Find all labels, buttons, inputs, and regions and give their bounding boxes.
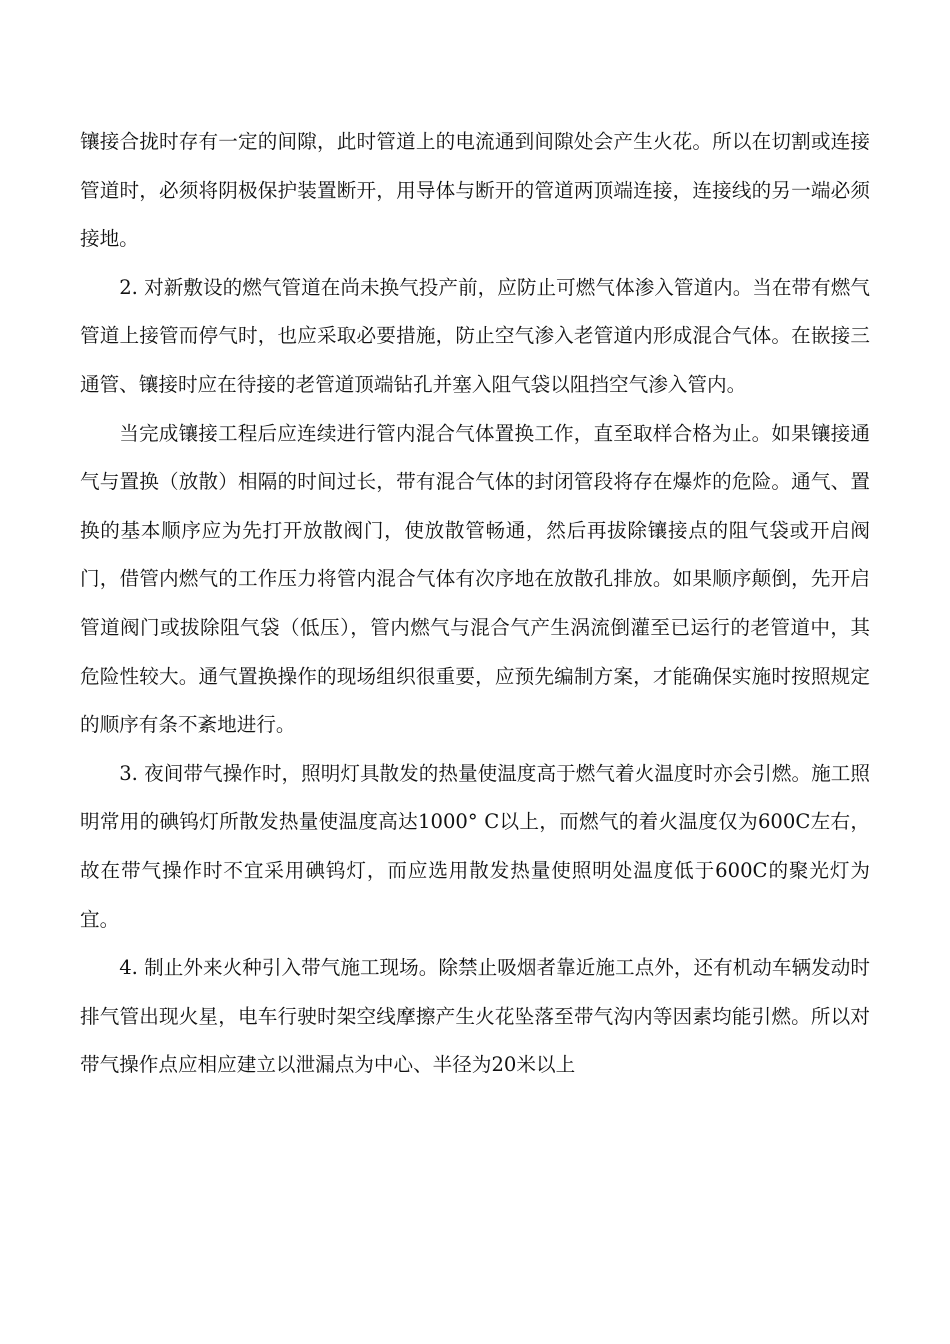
paragraph-replacement-procedure: 当完成镶接工程后应连续进行管内混合气体置换工作，直至取样合格为止。如果镶接通气与置换（放散）相隔的时间过长，带有混合气体的封闭管段将存在爆炸的危险。通气、置换的基本顺序应为先打开放散阀门，使放散管畅通，然后再拔除镶接点的阻气袋或开启阀门，借管内燃气的工作压力将管内混合气体有次序地在放散孔排放。如果顺序颠倒，先开启管道阀门或拔除阻气袋（低压），管内燃气与混合气产生涡流倒灌至已运行的老管道中，其危险性较大。通气置换操作的现场组织很重要，应预先编制方案，才能确保实施时按照规定的顺序有条不紊地进行。	[80, 421, 870, 737]
paragraph-item-3: 3. 夜间带气操作时，照明灯具散发的热量使温度高于燃气着火温度时亦会引燃。施工照明常用的碘钨灯所散发热量使温度高达1000° C以上，而燃气的着火温度仅为600C左右，故在带气操作时不宜采用碘钨灯，而应选用散发热量使照明处温度低于600C的聚光灯为宜。	[80, 761, 870, 931]
paragraph-continuation: 镶接合拢时存有一定的间隙，此时管道上的电流通到间隙处会产生火花。所以在切割或连接管道时，必须将阴极保护装置断开，用导体与断开的管道两顶端连接，连接线的另一端必须接地。	[80, 130, 870, 251]
paragraph-item-2: 2. 对新敷设的燃气管道在尚未换气投产前，应防止可燃气体渗入管道内。当在带有燃气管道上接管而停气时，也应采取必要措施，防止空气渗入老管道内形成混合气体。在嵌接三通管、镶接时应在待接的老管道顶端钻孔并塞入阻气袋以阻挡空气渗入管内。	[80, 275, 870, 396]
paragraph-item-4: 4. 制止外来火种引入带气施工现场。除禁止吸烟者靠近施工点外，还有机动车辆发动时排气管出现火星，电车行驶时架空线摩擦产生火花坠落至带气沟内等因素均能引燃。所以对带气操作点应相应建立以泄漏点为中心、半径为20米以上	[80, 956, 870, 1077]
document-page	[80, 118, 870, 1090]
